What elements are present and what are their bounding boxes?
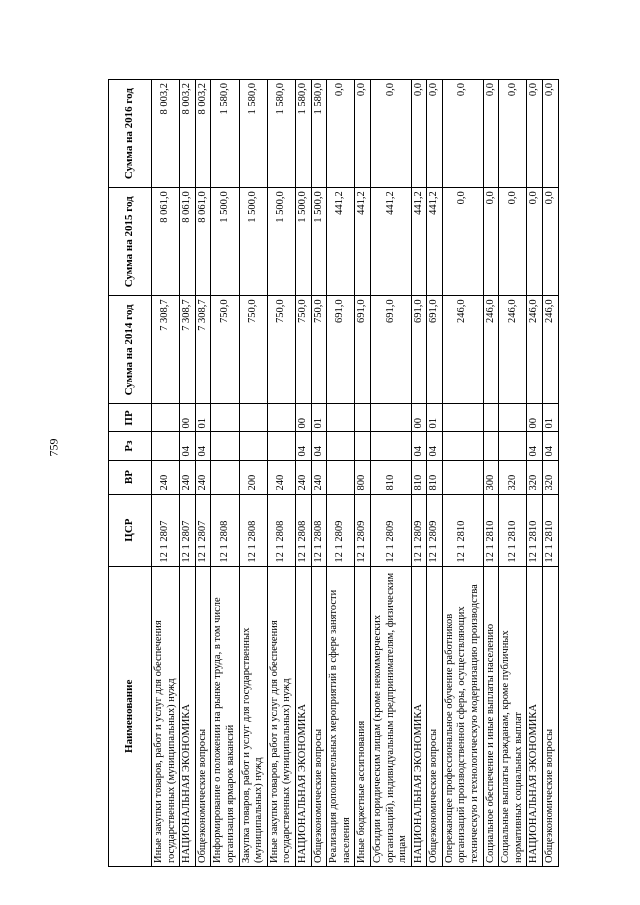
cell-sum-2015: 441,2 <box>355 188 371 296</box>
cell-sum-2015: 8 061,0 <box>152 188 180 296</box>
cell-sum-2015: 1 500,0 <box>267 188 295 296</box>
cell-pr: 01 <box>543 404 559 432</box>
cell-rz: 04 <box>411 432 427 460</box>
cell-pr <box>211 404 239 432</box>
cell-sum-2016: 1 580,0 <box>211 80 239 188</box>
cell-sum-2016: 0,0 <box>483 80 499 188</box>
cell-name: НАЦИОНАЛЬНАЯ ЭКОНОМИКА <box>527 566 543 866</box>
cell-name: Общеэкономические вопросы <box>311 566 327 866</box>
cell-rz <box>267 432 295 460</box>
cell-sum-2016: 8 003,2 <box>180 80 196 188</box>
cell-pr <box>355 404 371 432</box>
cell-name: Реализация дополнительных мероприятий в сфере занятости населения <box>327 566 355 866</box>
table-row <box>295 80 311 867</box>
cell-vr: 240 <box>295 460 311 494</box>
header-vr: ВР <box>109 460 152 494</box>
cell-sum-2014: 750,0 <box>211 296 239 404</box>
cell-sum-2015: 1 500,0 <box>239 188 267 296</box>
cell-sum-2014: 691,0 <box>370 296 411 404</box>
table-row <box>442 80 483 867</box>
cell-sum-2016: 1 580,0 <box>267 80 295 188</box>
cell-csr: 12 1 2810 <box>483 494 499 566</box>
cell-sum-2016: 1 580,0 <box>239 80 267 188</box>
cell-sum-2014: 246,0 <box>543 296 559 404</box>
budget-table <box>108 79 559 867</box>
cell-sum-2014: 246,0 <box>527 296 543 404</box>
table-row <box>427 80 443 867</box>
cell-csr: 12 1 2810 <box>442 494 483 566</box>
cell-rz <box>239 432 267 460</box>
cell-pr: 01 <box>195 404 211 432</box>
cell-name: НАЦИОНАЛЬНАЯ ЭКОНОМИКА <box>411 566 427 866</box>
rotated-table-container <box>108 79 556 867</box>
cell-csr: 12 1 2809 <box>411 494 427 566</box>
cell-rz: 04 <box>180 432 196 460</box>
cell-name: Общеэкономические вопросы <box>195 566 211 866</box>
table-row <box>311 80 327 867</box>
cell-pr <box>152 404 180 432</box>
cell-rz <box>152 432 180 460</box>
cell-sum-2014: 750,0 <box>267 296 295 404</box>
cell-sum-2015: 441,2 <box>411 188 427 296</box>
cell-vr: 240 <box>267 460 295 494</box>
cell-pr: 01 <box>311 404 327 432</box>
table-row <box>527 80 543 867</box>
cell-csr: 12 1 2807 <box>195 494 211 566</box>
cell-pr <box>370 404 411 432</box>
cell-vr: 240 <box>180 460 196 494</box>
cell-sum-2016: 1 580,0 <box>295 80 311 188</box>
cell-rz: 04 <box>195 432 211 460</box>
cell-pr: 00 <box>527 404 543 432</box>
cell-pr <box>442 404 483 432</box>
cell-name: Опережающее профессиональное обучение работников организаций производственной сферы, осуществляющих техническую и технологическую модернизацию производства <box>442 566 483 866</box>
table-row <box>483 80 499 867</box>
cell-name: Социальное обеспечение и иные выплаты населению <box>483 566 499 866</box>
cell-pr: 01 <box>427 404 443 432</box>
cell-sum-2014: 750,0 <box>239 296 267 404</box>
cell-sum-2016: 1 580,0 <box>311 80 327 188</box>
cell-rz <box>483 432 499 460</box>
cell-sum-2015: 441,2 <box>327 188 355 296</box>
cell-vr: 810 <box>427 460 443 494</box>
cell-rz <box>355 432 371 460</box>
cell-sum-2016: 8 003,2 <box>195 80 211 188</box>
table-row <box>370 80 411 867</box>
cell-sum-2016: 0,0 <box>543 80 559 188</box>
cell-csr: 12 1 2808 <box>211 494 239 566</box>
cell-name: Закупка товаров, работ и услуг для государственных (муниципальных) нужд <box>239 566 267 866</box>
cell-csr: 12 1 2809 <box>355 494 371 566</box>
table-row <box>180 80 196 867</box>
cell-csr: 12 1 2810 <box>527 494 543 566</box>
cell-sum-2015: 0,0 <box>499 188 527 296</box>
cell-vr <box>442 460 483 494</box>
cell-sum-2016: 0,0 <box>442 80 483 188</box>
cell-csr: 12 1 2807 <box>180 494 196 566</box>
cell-csr: 12 1 2810 <box>499 494 527 566</box>
cell-rz <box>211 432 239 460</box>
cell-vr: 810 <box>370 460 411 494</box>
cell-rz: 04 <box>543 432 559 460</box>
cell-sum-2016: 0,0 <box>427 80 443 188</box>
cell-name: НАЦИОНАЛЬНАЯ ЭКОНОМИКА <box>295 566 311 866</box>
cell-sum-2015: 0,0 <box>442 188 483 296</box>
cell-pr <box>327 404 355 432</box>
cell-pr <box>483 404 499 432</box>
table-header-row <box>109 80 152 867</box>
table-row <box>195 80 211 867</box>
table-row <box>411 80 427 867</box>
cell-name: Иные закупки товаров, работ и услуг для обеспечения государственных (муниципальных) нужд <box>152 566 180 866</box>
cell-vr: 320 <box>527 460 543 494</box>
cell-csr: 12 1 2808 <box>267 494 295 566</box>
table-row <box>152 80 180 867</box>
cell-pr: 00 <box>411 404 427 432</box>
cell-name: Информирование о положении на рынке труда, в том числе организация ярмарок вакансий <box>211 566 239 866</box>
cell-vr: 800 <box>355 460 371 494</box>
header-sum-2014: Сумма на 2014 год <box>109 296 152 404</box>
cell-name: НАЦИОНАЛЬНАЯ ЭКОНОМИКА <box>180 566 196 866</box>
cell-pr <box>239 404 267 432</box>
cell-sum-2016: 0,0 <box>370 80 411 188</box>
cell-vr: 240 <box>311 460 327 494</box>
cell-sum-2014: 7 308,7 <box>152 296 180 404</box>
cell-csr: 12 1 2809 <box>327 494 355 566</box>
table-row <box>499 80 527 867</box>
cell-rz <box>327 432 355 460</box>
cell-vr: 240 <box>152 460 180 494</box>
header-sum-2016: Сумма на 2016 год <box>109 80 152 188</box>
cell-csr: 12 1 2810 <box>543 494 559 566</box>
table-row <box>211 80 239 867</box>
cell-rz <box>442 432 483 460</box>
header-rz: Рз <box>109 432 152 460</box>
cell-csr: 12 1 2808 <box>311 494 327 566</box>
cell-sum-2014: 246,0 <box>442 296 483 404</box>
cell-pr <box>267 404 295 432</box>
header-sum-2015: Сумма на 2015 год <box>109 188 152 296</box>
cell-sum-2014: 691,0 <box>327 296 355 404</box>
cell-sum-2016: 0,0 <box>411 80 427 188</box>
cell-csr: 12 1 2807 <box>152 494 180 566</box>
cell-sum-2014: 691,0 <box>411 296 427 404</box>
cell-sum-2014: 246,0 <box>483 296 499 404</box>
cell-name: Иные бюджетные ассигнования <box>355 566 371 866</box>
cell-sum-2015: 0,0 <box>527 188 543 296</box>
cell-sum-2015: 1 500,0 <box>295 188 311 296</box>
table-row <box>267 80 295 867</box>
cell-sum-2014: 750,0 <box>295 296 311 404</box>
cell-vr: 320 <box>543 460 559 494</box>
cell-vr <box>211 460 239 494</box>
cell-vr: 300 <box>483 460 499 494</box>
cell-csr: 12 1 2808 <box>295 494 311 566</box>
cell-sum-2016: 8 003,2 <box>152 80 180 188</box>
header-csr: ЦСР <box>109 494 152 566</box>
cell-name: Общеэкономические вопросы <box>427 566 443 866</box>
cell-pr: 00 <box>180 404 196 432</box>
cell-rz <box>499 432 527 460</box>
cell-vr: 810 <box>411 460 427 494</box>
cell-rz: 04 <box>311 432 327 460</box>
cell-sum-2016: 0,0 <box>527 80 543 188</box>
cell-vr: 320 <box>499 460 527 494</box>
cell-pr: 00 <box>295 404 311 432</box>
cell-sum-2014: 691,0 <box>355 296 371 404</box>
cell-name: Общеэкономические вопросы <box>543 566 559 866</box>
cell-sum-2015: 441,2 <box>427 188 443 296</box>
cell-vr: 240 <box>195 460 211 494</box>
cell-sum-2016: 0,0 <box>499 80 527 188</box>
cell-sum-2015: 8 061,0 <box>195 188 211 296</box>
table-body <box>152 80 559 867</box>
table-row <box>239 80 267 867</box>
cell-name: Субсидии юридическим лицам (кроме некоммерческих организаций), индивидуальным предпринимателям, физическим лицам <box>370 566 411 866</box>
cell-rz <box>370 432 411 460</box>
table-row <box>543 80 559 867</box>
cell-sum-2014: 7 308,7 <box>180 296 196 404</box>
cell-rz: 04 <box>527 432 543 460</box>
cell-sum-2014: 750,0 <box>311 296 327 404</box>
table-row <box>355 80 371 867</box>
cell-sum-2016: 0,0 <box>355 80 371 188</box>
cell-csr: 12 1 2809 <box>427 494 443 566</box>
header-pr: ПР <box>109 404 152 432</box>
cell-rz: 04 <box>295 432 311 460</box>
cell-sum-2014: 7 308,7 <box>195 296 211 404</box>
cell-sum-2014: 691,0 <box>427 296 443 404</box>
cell-pr <box>499 404 527 432</box>
cell-sum-2016: 0,0 <box>327 80 355 188</box>
cell-vr: 200 <box>239 460 267 494</box>
cell-name: Социальные выплаты гражданам, кроме публичных нормативных социальных выплат <box>499 566 527 866</box>
page-number: 759 <box>46 438 61 457</box>
cell-name: Иные закупки товаров, работ и услуг для обеспечения государственных (муниципальных) нужд <box>267 566 295 866</box>
cell-rz: 04 <box>427 432 443 460</box>
header-name: Наименование <box>109 566 152 866</box>
cell-sum-2015: 8 061,0 <box>180 188 196 296</box>
cell-sum-2015: 0,0 <box>543 188 559 296</box>
cell-csr: 12 1 2809 <box>370 494 411 566</box>
cell-sum-2014: 246,0 <box>499 296 527 404</box>
cell-sum-2015: 0,0 <box>483 188 499 296</box>
cell-sum-2015: 1 500,0 <box>311 188 327 296</box>
table-row <box>327 80 355 867</box>
cell-csr: 12 1 2808 <box>239 494 267 566</box>
cell-vr <box>327 460 355 494</box>
cell-sum-2015: 441,2 <box>370 188 411 296</box>
cell-sum-2015: 1 500,0 <box>211 188 239 296</box>
